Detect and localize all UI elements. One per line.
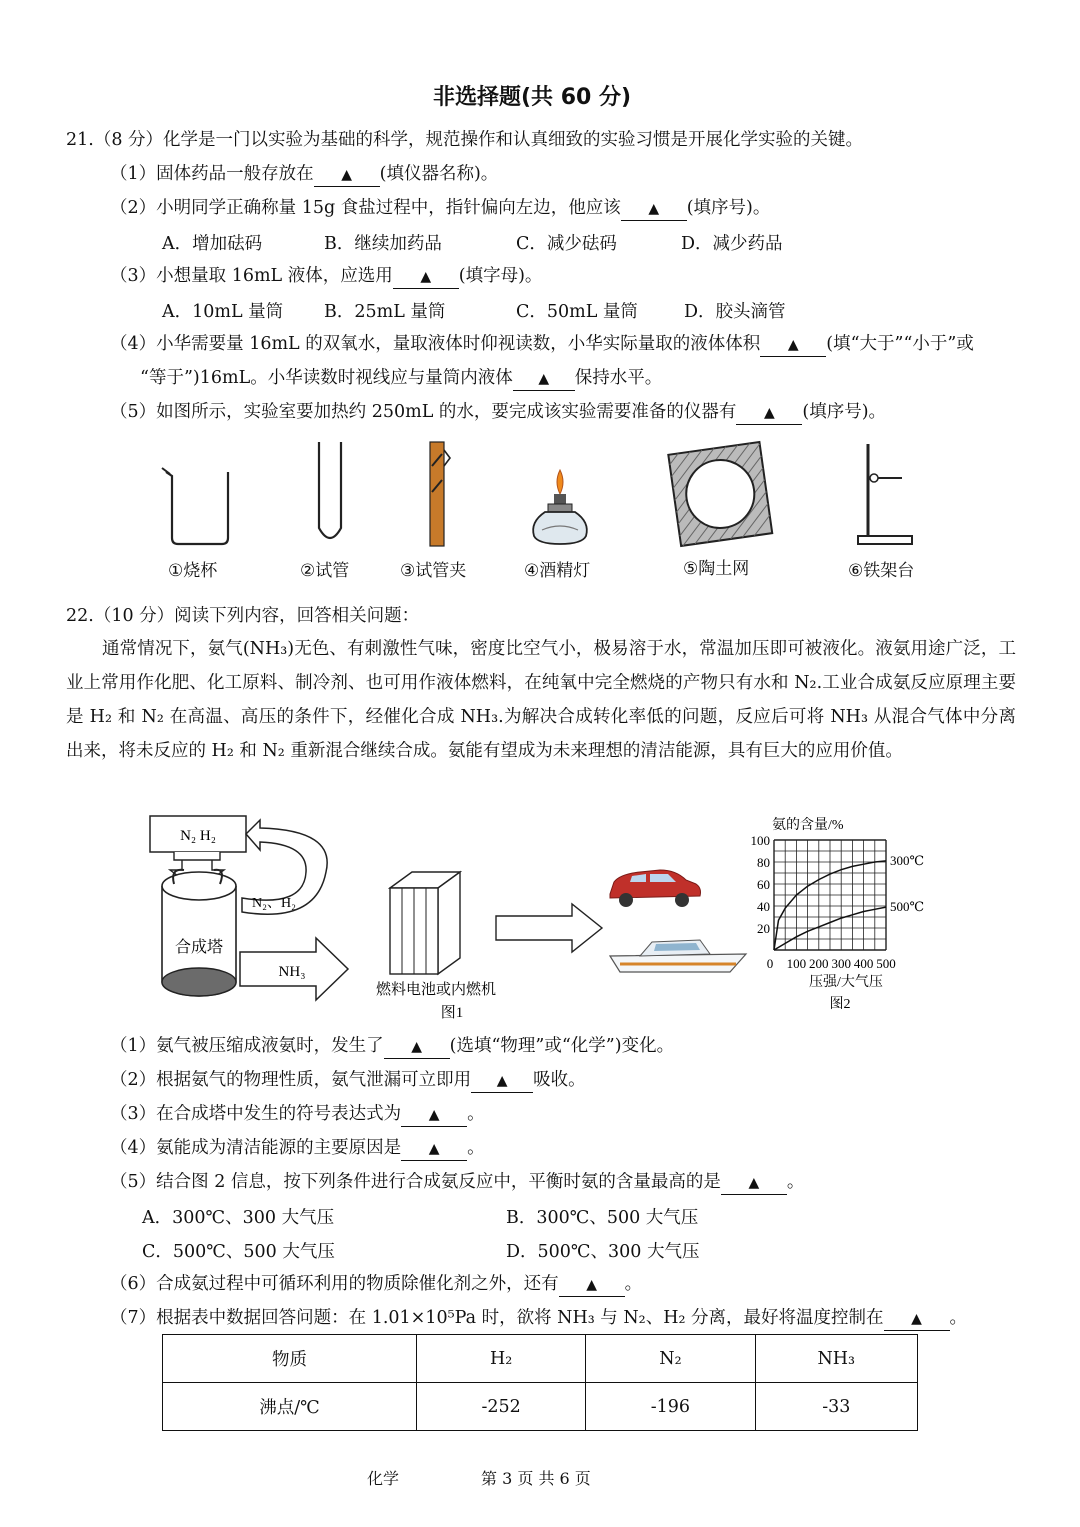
clay-gauze-icon [668,442,772,546]
chart-grid [774,840,886,950]
answer-blank[interactable]: ▲ [621,197,687,221]
alcohol-lamp-icon [533,470,587,544]
y-tick-label: 20 [757,921,770,936]
y-tick-label: 60 [757,877,770,892]
table-cell: -252 [416,1383,585,1431]
car-icon [610,870,701,907]
table-row [163,1383,918,1431]
answer-blank[interactable]: ▲ [559,1273,625,1297]
chart-title: 氨的含量/% [772,818,844,833]
q22-5-opt-b: B．300℃、500 大气压 [506,1208,699,1228]
q21-2-opt-d: D．减少药品 [681,234,783,254]
table-cell: H₂ [416,1335,585,1383]
table-cell: 物质 [163,1335,417,1383]
answer-blank[interactable]: ▲ [884,1307,950,1331]
q21-3: （3）小想量取 16mL 液体，应选用 ▲ (填字母)。 [110,264,542,289]
test-tube-holder-icon [430,442,450,546]
answer-blank[interactable]: ▲ [314,163,380,187]
answer-blank[interactable]: ▲ [736,401,802,425]
boiling-point-table [162,1334,918,1431]
figure-1-process [140,812,760,1027]
table-header-row [163,1335,918,1383]
q21-3-opt-d: D．胶头滴管 [684,302,786,322]
table-cell: NH₃ [755,1335,917,1383]
x-tick-label: 300 [831,956,851,971]
x-tick-label: 100 [786,956,807,971]
instrument-label-6: ⑥铁架台 [848,561,915,581]
series-label-2: 500℃ [890,899,925,915]
q22-6: （6）合成氨过程中可循环利用的物质除催化剂之外，还有 ▲ 。 [110,1272,642,1297]
x-tick-label: 0 [766,956,774,971]
x-tick-label: 500 [876,956,896,971]
instrument-label-5: ⑤陶土网 [683,559,750,579]
fig1-engine-label: 燃料电池或内燃机 [375,982,497,998]
table-cell: -196 [586,1383,755,1431]
q22-4: （4）氨能成为清洁能源的主要原因是 ▲ 。 [110,1136,485,1161]
answer-blank[interactable]: ▲ [393,265,459,289]
q22-7: （7）根据表中数据回答问题：在 1.01×10⁵Pa 时，欲将 NH₃ 与 N₂、H₂ 分离，最好将温度控制在 ▲ 。 [110,1306,967,1331]
answer-blank[interactable]: ▲ [384,1035,450,1059]
fig1-caption: 图1 [440,1005,464,1021]
table-cell: 沸点/℃ [163,1383,417,1431]
series-label-1: 300℃ [890,852,925,868]
q22-5: （5）结合图 2 信息，按下列条件进行合成氨反应中，平衡时氨的含量最高的是 ▲ 。 [110,1170,804,1195]
beaker-icon [162,468,228,544]
y-tick-label: 80 [757,855,770,870]
footer-subject: 化学 [367,1469,400,1488]
answer-blank[interactable]: ▲ [721,1171,787,1195]
footer-page: 第 3 页 共 6 页 [481,1469,591,1488]
q22-2: （2）根据氨气的物理性质，氨气泄漏可立即用 ▲ 吸收。 [110,1068,586,1093]
test-tube-icon [319,442,341,538]
answer-blank[interactable]: ▲ [401,1103,467,1127]
q21-1: （1）固体药品一般存放在 ▲ (填仪器名称)。 [110,162,498,187]
q21-2-opt-b: B．继续加药品 [324,234,442,254]
instrument-label-4: ④酒精灯 [524,561,591,581]
q22-intro: 22.（10 分）阅读下列内容，回答相关问题： [66,606,420,626]
q21-3-opt-c: C．50mL 量筒 [516,302,638,322]
q21-2-opt-c: C．减少砝码 [516,234,617,254]
q22-5-opt-d: D．500℃、300 大气压 [506,1242,700,1262]
q21-3-opt-a: A．10mL 量筒 [162,302,284,322]
boat-icon [610,940,746,972]
table-cell: -33 [755,1383,917,1431]
q22-5-opt-c: C．500℃、500 大气压 [142,1242,335,1262]
fig1-product-label: NH₃ [278,964,306,980]
q22-1: （1）氨气被压缩成液氨时，发生了 ▲ (选填“物理”或“化学”)变化。 [110,1034,674,1059]
figure-2-chart [732,812,972,1020]
q21-2: （2）小明同学正确称量 15g 食盐过程中，指针偏向左边，他应该 ▲ (填序号)。 [110,196,770,221]
q21-3-opt-b: B．25mL 量筒 [324,302,446,322]
instrument-label-3: ③试管夹 [400,561,467,581]
y-tick-label: 40 [757,899,770,914]
q22-3: （3）在合成塔中发生的符号表达式为 ▲ 。 [110,1102,485,1127]
y-tick-label: 100 [750,833,770,848]
chart-xlabel: 压强/大气压 [809,975,883,990]
section-title: 非选择题(共 60 分) [433,85,632,110]
fig1-tower-label: 合成塔 [174,939,224,956]
instrument-label-1: ①烧杯 [168,561,218,581]
q21-intro: 21.（8 分）化学是一门以实验为基础的科学，规范操作和认真细致的实验习惯是开展化学实验的关键。 [66,130,864,150]
instruments-figure [150,436,940,552]
q22-reading-passage: 通常情况下，氨气(NH₃)无色、有刺激性气味，密度比空气小，极易溶于水，常温加压即可被液化。液氨用途广泛，工业上常用作化肥、化工原料、制冷剂、也可用作液体燃料，在纯氧中完全燃烧的产物只有水和 N₂.工业合成氨反应原理主要是 H₂ 和 N₂ 在高温、高压的条件下，经催化合成 NH₃.为解决合成转化率低的问题，反应后可将 NH₃ 从混合气体中分离出来，将未反应的 H₂ 和 N₂ 重新混合继续合成。氨能有望成为未来理想的清洁能源，具有巨大的应用价值。 [66,639,1016,761]
answer-blank[interactable]: ▲ [513,367,575,391]
q21-4: （4）小华需要量 16mL 的双氧水，量取液体时仰视读数，小华实际量取的液体体积 ▲ (填“大于”“小于”或 [110,332,974,357]
q21-5: （5）如图所示，实验室要加热约 250mL 的水，要完成该实验需要准备的仪器有 ▲ (填序号)。 [110,400,886,425]
instrument-label-2: ②试管 [300,561,350,581]
x-tick-label: 200 [809,956,829,971]
q21-2-opt-a: A．增加砝码 [162,234,263,254]
fig1-recycle-label: N₂、H₂ [252,896,296,911]
fig1-gas-in: N₂ H₂ [180,828,216,844]
iron-stand-icon [858,444,912,544]
x-tick-label: 400 [853,956,874,971]
q21-4-cont: “等于”)16mL。小华读数时视线应与量筒内液体 ▲ 保持水平。 [140,366,662,391]
q22-5-opt-a: A．300℃、300 大气压 [142,1208,335,1228]
answer-blank[interactable]: ▲ [401,1137,467,1161]
answer-blank[interactable]: ▲ [471,1069,533,1093]
table-cell: N₂ [586,1335,755,1383]
answer-blank[interactable]: ▲ [760,333,826,357]
chart-caption: 图2 [829,997,851,1012]
